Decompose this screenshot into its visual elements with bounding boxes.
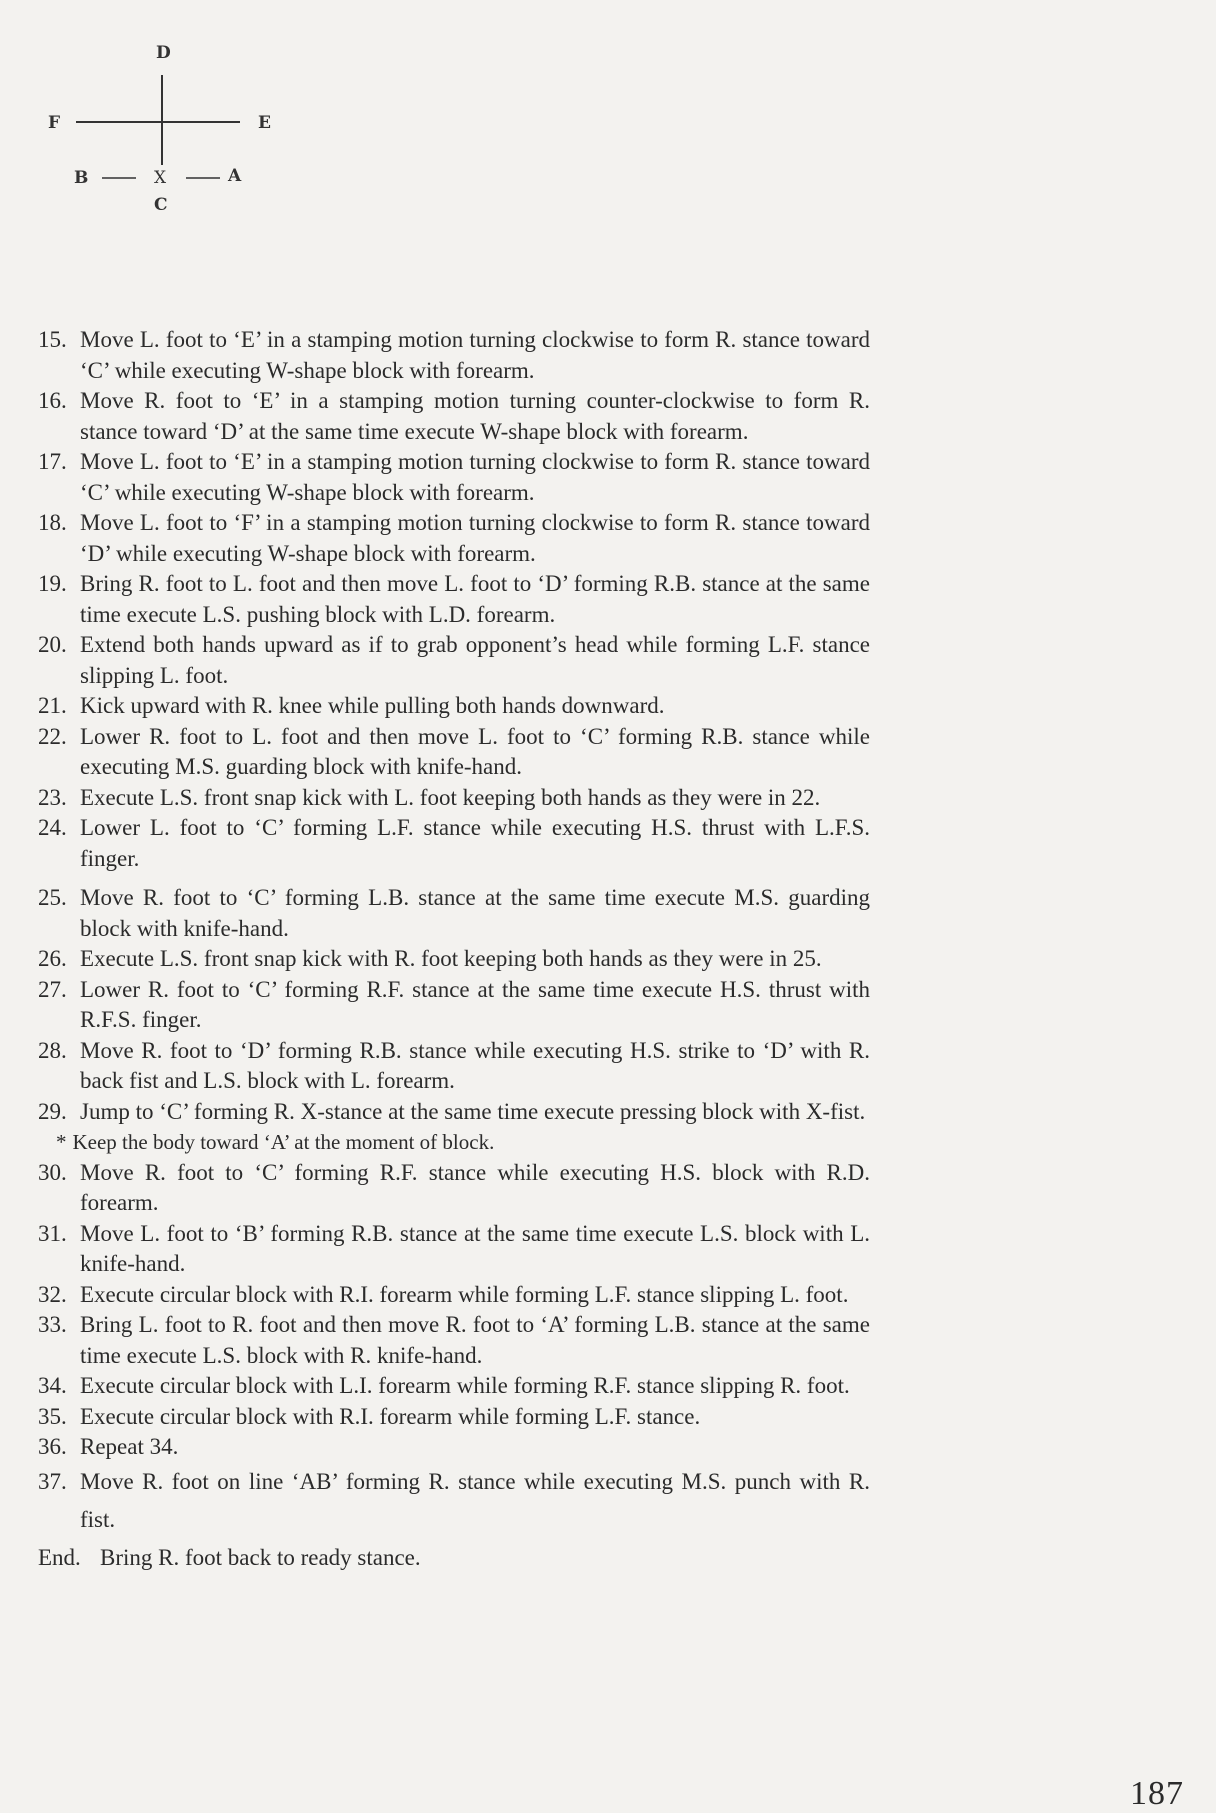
step-item [38, 1036, 870, 1097]
step-item [38, 722, 870, 783]
step-number: 31. [38, 1220, 67, 1246]
step-text: Bring L. foot to R. foot and then move R. foot to ‘A’ forming L.B. stance at the same time execute L.S. block with R. knife-hand. [80, 1312, 870, 1368]
step-item [38, 1432, 870, 1463]
step-text: Move L. foot to ‘E’ in a stamping motion turning clockwise to form R. stance toward ‘C’ while executing W-shape block with forearm. [80, 449, 870, 505]
step-item [38, 325, 870, 386]
step-text: Execute L.S. front snap kick with L. foot keeping both hands as they were in 22. [80, 784, 821, 810]
diagram-label-d: D [156, 43, 171, 63]
step-item [38, 1310, 870, 1371]
step-text: Move R. foot to ‘E’ in a stamping motion turning counter-clockwise to form R. stance toward ‘D’ at the same time execute W-shape block with forearm. [80, 388, 870, 444]
step-text: Bring R. foot to L. foot and then move L. foot to ‘D’ forming R.B. stance at the same time execute L.S. pushing block with L.D. forearm. [80, 571, 870, 627]
diagram-label-c: C [154, 195, 168, 215]
step-text: Move L. foot to ‘B’ forming R.B. stance at the same time execute L.S. block with L. knife-hand. [80, 1220, 870, 1276]
step-text: Extend both hands upward as if to grab opponent’s head while forming L.F. stance slipping L. foot. [80, 632, 870, 688]
step-text: Move R. foot on line ‘AB’ forming R. stance while executing M.S. punch with R. fist. [80, 1468, 870, 1532]
step-text: Repeat 34. [80, 1434, 179, 1459]
step-item [38, 1219, 870, 1280]
step-item [38, 813, 870, 874]
step-number: 24. [38, 815, 67, 840]
step-item [38, 1280, 870, 1311]
step-text: Move L. foot to ‘E’ in a stamping motion turning clockwise to form R. stance toward ‘C’ while executing W-shape block with forearm. [80, 327, 870, 383]
step-item [38, 1463, 870, 1539]
step-item [38, 630, 870, 691]
step-number: 33. [38, 1312, 67, 1337]
step-text: Move L. foot to ‘F’ in a stamping motion turning clockwise to form R. stance toward ‘D’ while executing W-shape block with forearm. [80, 510, 870, 566]
end-line [38, 1543, 870, 1574]
step-number: 28. [38, 1037, 67, 1063]
step-item [38, 569, 870, 630]
diagram-label-f: F [48, 113, 61, 133]
step-text: Move R. foot to ‘C’ forming R.F. stance while executing H.S. block with R.D. forearm. [80, 1159, 870, 1215]
step-text: Kick upward with R. knee while pulling both hands downward. [80, 693, 665, 718]
step-list [38, 325, 870, 1573]
step-number: 15. [38, 327, 67, 352]
step-number: 21. [38, 693, 67, 718]
note-asterisk: * [56, 1130, 67, 1154]
step-item [38, 783, 870, 814]
step-item [38, 1158, 870, 1219]
step-text: Jump to ‘C’ forming R. X-stance at the same time execute pressing block with X-fist. [80, 1098, 866, 1124]
step-number: 20. [38, 632, 67, 657]
step-number: 30. [38, 1159, 67, 1185]
step-item [38, 1371, 870, 1402]
end-label: End. [38, 1544, 81, 1570]
step-number: 26. [38, 946, 67, 971]
end-text: Bring R. foot back to ready stance. [100, 1544, 421, 1570]
step-item [38, 691, 870, 722]
diagram-label-e: E [258, 113, 271, 133]
step-number: 37. [38, 1468, 67, 1494]
step-item [38, 1097, 870, 1128]
step-number: 19. [38, 571, 67, 596]
step-number: 23. [38, 784, 67, 810]
step-item [38, 1402, 870, 1433]
step-text: Move R. foot to ‘D’ forming R.B. stance while executing H.S. strike to ‘D’ with R. back fist and L.S. block with L. forearm. [80, 1037, 870, 1093]
step-item [38, 447, 870, 508]
step-number: 17. [38, 449, 67, 474]
step-number: 36. [38, 1434, 67, 1459]
step-number: 35. [38, 1403, 67, 1429]
diagram-label-x: X [154, 168, 167, 188]
step-text: Lower L. foot to ‘C’ forming L.F. stance while executing H.S. thrust with L.F.S. finger. [80, 815, 870, 871]
step-item [38, 944, 870, 975]
step-note [38, 1127, 870, 1158]
step-number: 22. [38, 723, 67, 749]
step-item [38, 386, 870, 447]
step-text: Execute circular block with R.I. forearm while forming L.F. stance slipping L. foot. [80, 1281, 849, 1307]
step-item [38, 975, 870, 1036]
step-number: 18. [38, 510, 67, 535]
step-text: Execute circular block with R.I. forearm while forming L.F. stance. [80, 1403, 701, 1429]
note-text: Keep the body toward ‘A’ at the moment of block. [72, 1130, 495, 1154]
direction-diagram [40, 35, 300, 225]
step-text: Lower R. foot to ‘C’ forming R.F. stance at the same time execute H.S. thrust with R.F.S. finger. [80, 976, 870, 1032]
step-number: 25. [38, 885, 67, 910]
step-text: Move R. foot to ‘C’ forming L.B. stance at the same time execute M.S. guarding block with knife-hand. [80, 885, 870, 941]
step-number: 16. [38, 388, 67, 413]
step-text: Execute circular block with L.I. forearm while forming R.F. stance slipping R. foot. [80, 1373, 850, 1398]
step-number: 34. [38, 1373, 67, 1398]
step-number: 32. [38, 1281, 67, 1307]
step-number: 29. [38, 1098, 67, 1124]
step-text: Execute L.S. front snap kick with R. foot keeping both hands as they were in 25. [80, 946, 822, 971]
step-text: Lower R. foot to L. foot and then move L. foot to ‘C’ forming R.B. stance while executing M.S. guarding block with knife-hand. [80, 723, 870, 779]
diagram-label-b: B [74, 168, 89, 188]
step-number: 27. [38, 976, 67, 1002]
page-number: 187 [1130, 1775, 1184, 1812]
diagram-label-a: A [228, 166, 242, 186]
step-item [38, 883, 870, 944]
step-item [38, 508, 870, 569]
